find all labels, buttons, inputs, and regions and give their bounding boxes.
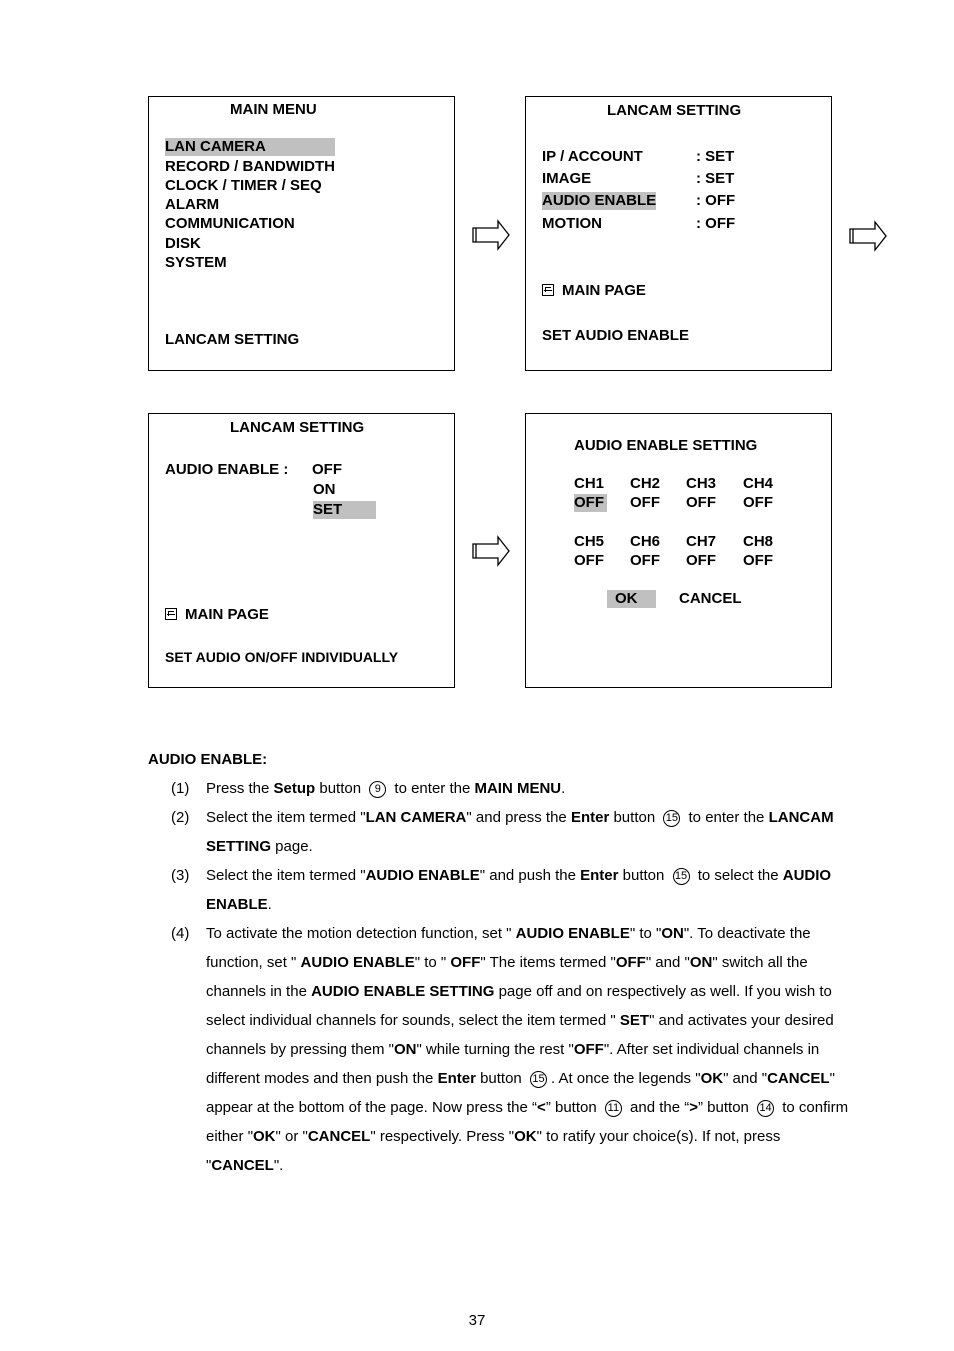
audio-enable-setting-title: AUDIO ENABLE SETTING <box>574 437 758 454</box>
option-on[interactable]: ON <box>313 481 336 498</box>
main-menu-title: MAIN MENU <box>230 101 317 118</box>
audio-enable-panel <box>148 413 455 688</box>
channel-state[interactable]: OFF <box>574 552 604 569</box>
enter-button-number-icon: 15 <box>663 810 680 827</box>
channel-state[interactable]: OFF <box>574 494 607 512</box>
channel-label: CH1 <box>574 475 605 492</box>
audio-enable-label: AUDIO ENABLE : <box>165 461 289 478</box>
main-page-label: MAIN PAGE <box>185 606 269 623</box>
channel-state[interactable]: OFF <box>686 494 716 511</box>
channel-label: CH4 <box>743 475 774 492</box>
row-image-value: : SET <box>696 170 735 187</box>
main-page-label: MAIN PAGE <box>562 282 646 299</box>
channel-state[interactable]: OFF <box>743 494 773 511</box>
row-audio-enable-label[interactable]: AUDIO ENABLE <box>542 192 657 209</box>
option-set[interactable]: SET <box>313 501 376 519</box>
channel-state[interactable]: OFF <box>686 552 716 569</box>
enter-button-number-icon: 15 <box>673 868 690 885</box>
instructions <box>148 745 860 1180</box>
instructions-heading: AUDIO ENABLE: <box>148 751 268 768</box>
channel-label: CH6 <box>630 533 661 550</box>
return-icon <box>542 284 554 296</box>
audio-enable-setting-panel <box>525 413 832 688</box>
row-audio-enable-value: : OFF <box>696 192 736 209</box>
right-arrow-icon <box>848 219 888 253</box>
left-button-number-icon: 11 <box>605 1100 622 1117</box>
channel-label: CH2 <box>630 475 661 492</box>
row-image-label[interactable]: IMAGE <box>542 170 592 187</box>
right-arrow-icon <box>471 218 511 252</box>
menu-item-record-bandwidth[interactable]: RECORD / BANDWIDTH <box>165 158 335 175</box>
return-icon <box>165 608 177 620</box>
menu-item-disk[interactable]: DISK <box>165 235 201 252</box>
enter-button-number-icon: 15 <box>530 1071 547 1088</box>
menu-item-lan-camera[interactable]: LAN CAMERA <box>165 138 335 156</box>
ok-button[interactable]: OK <box>607 590 656 608</box>
audio-enable-panel-title: LANCAM SETTING <box>230 419 365 436</box>
option-off[interactable]: OFF <box>312 461 342 478</box>
page-number: 37 <box>468 1312 486 1329</box>
step-2: (2) Select the item termed "LAN CAMERA" and press the Enter button 15 to enter the LANCAM SETTING page. <box>171 809 834 855</box>
menu-item-communication[interactable]: COMMUNICATION <box>165 215 295 232</box>
row-motion-value: : OFF <box>696 215 736 232</box>
channel-state[interactable]: OFF <box>630 552 660 569</box>
setup-button-number-icon: 9 <box>369 781 386 798</box>
channel-label: CH8 <box>743 533 774 550</box>
lancam-setting-title: LANCAM SETTING <box>607 102 742 119</box>
cancel-button[interactable]: CANCEL <box>679 590 742 607</box>
menu-item-system[interactable]: SYSTEM <box>165 254 227 271</box>
channel-state[interactable]: OFF <box>743 552 773 569</box>
channel-label: CH5 <box>574 533 605 550</box>
step-3: (3) Select the item termed "AUDIO ENABLE" and push the Enter button 15 to select the AUDIO ENABLE. <box>171 867 832 913</box>
menu-item-alarm[interactable]: ALARM <box>165 196 220 213</box>
channel-state[interactable]: OFF <box>630 494 660 511</box>
step-1: (1) Press the Setup button 9 to enter the MAIN MENU. <box>171 780 566 797</box>
channel-label: CH3 <box>686 475 717 492</box>
right-button-number-icon: 14 <box>757 1100 774 1117</box>
menu-item-clock-timer-seq[interactable]: CLOCK / TIMER / SEQ <box>165 177 322 194</box>
audio-enable-panel-footer: SET AUDIO ON/OFF INDIVIDUALLY <box>165 649 399 665</box>
row-motion-label[interactable]: MOTION <box>542 215 602 232</box>
main-menu-footer: LANCAM SETTING <box>165 331 300 348</box>
row-ip-account-value: : SET <box>696 148 735 165</box>
lancam-setting-panel <box>525 96 832 371</box>
main-menu-panel <box>148 96 455 371</box>
step-4: (4) To activate the motion detection function, set " AUDIO ENABLE" to "ON". To deactivate the function, set " AUDIO ENABLE" to " OFF" The items termed "OFF" and "ON" switch all the channels in the AUDIO ENABLE SETTING page off and on respectively as well. If you wish to select individual channels for sounds, select the item termed " SET" and activates your desired channels by pressing them "ON" while turning the rest "OFF". After set individual channels in different modes and then push the Enter button 15 . At once the legends "OK" and "CANCEL" appear at the bottom of the page. Now press the “<” button 11 and the “>” button 14 to confirm either "OK" or "CANCEL" respectively. Press "OK" to ratify your choice(s). If not, press "CANCEL". <box>171 925 849 1174</box>
channel-label: CH7 <box>686 533 717 550</box>
right-arrow-icon <box>471 534 511 568</box>
lancam-setting-footer: SET AUDIO ENABLE <box>542 327 689 344</box>
row-ip-account-label[interactable]: IP / ACCOUNT <box>542 148 643 165</box>
main-page-link[interactable] <box>542 282 646 300</box>
main-page-link[interactable] <box>165 606 269 624</box>
